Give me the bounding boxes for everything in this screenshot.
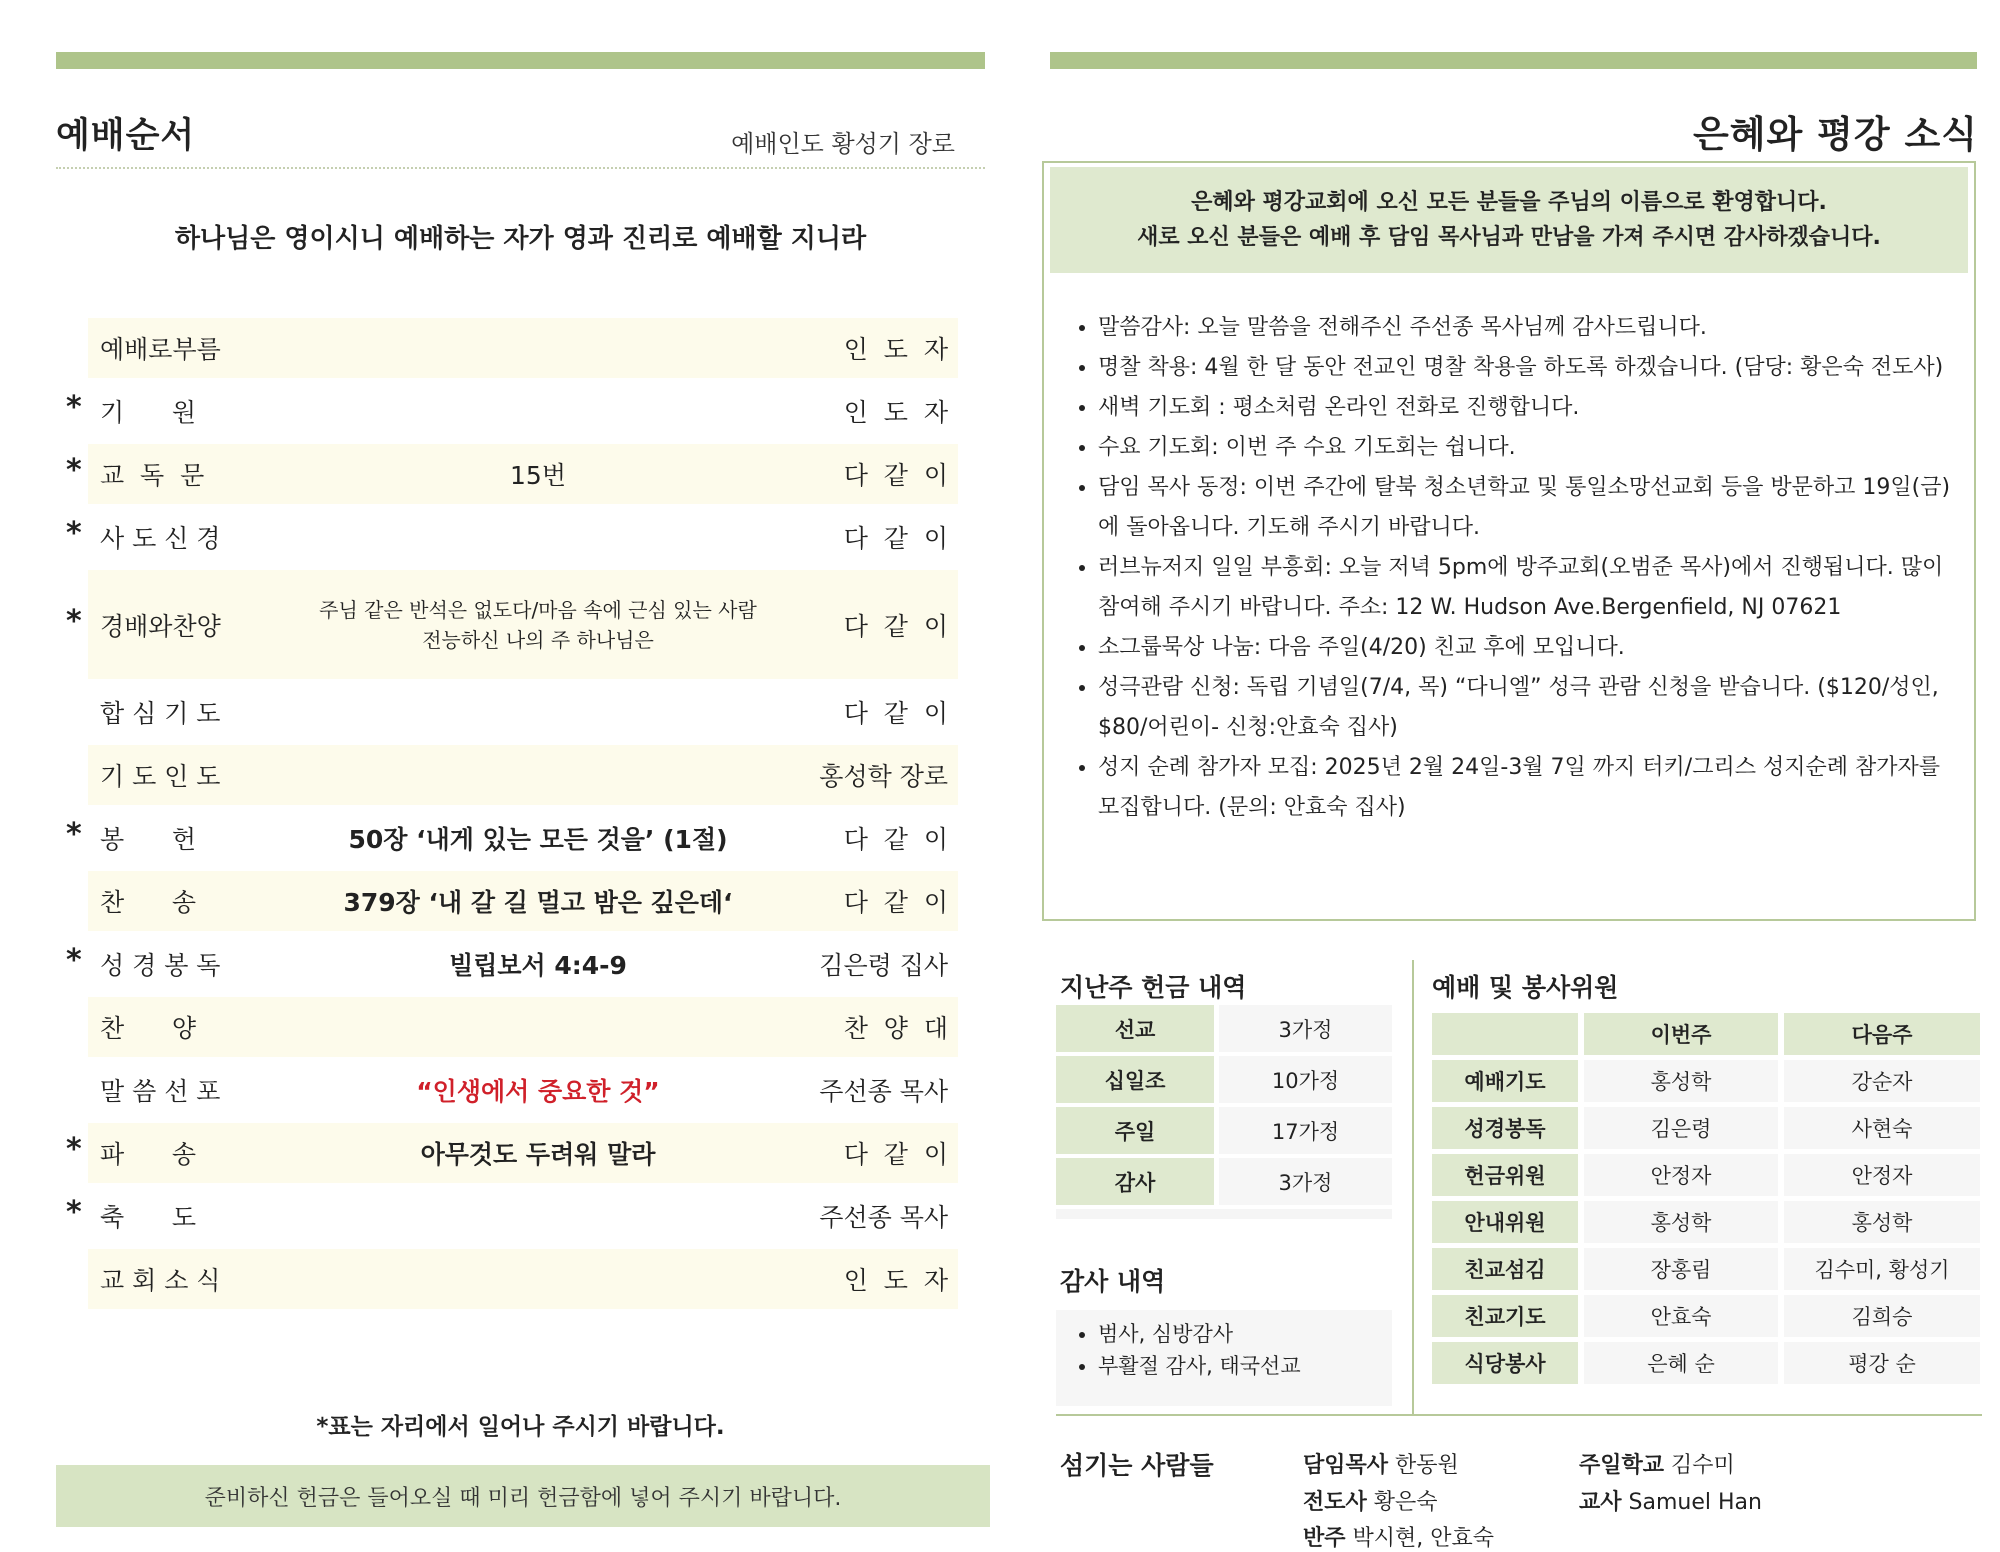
service-this-week: 홍성학 bbox=[1584, 1060, 1778, 1102]
news-item: • 새벽 기도회 : 평소처럼 온라인 전화로 진행합니다. bbox=[1098, 388, 1952, 428]
worship-row bbox=[88, 318, 958, 378]
server-role: 교사 bbox=[1579, 1490, 1622, 1515]
worship-row bbox=[88, 1249, 958, 1309]
service-this-week: 홍성학 bbox=[1584, 1201, 1778, 1243]
donation-title: 지난주 헌금 내역 bbox=[1060, 973, 1247, 1002]
order-item: 사 도 신 경 bbox=[100, 524, 221, 553]
stand-marker: * bbox=[66, 453, 82, 488]
service-this-week: 장홍림 bbox=[1584, 1248, 1778, 1290]
order-item: 기 원 bbox=[100, 398, 196, 427]
worship-row bbox=[88, 682, 958, 742]
service-role: 예배기도 bbox=[1432, 1060, 1578, 1102]
order-item: 기 도 인 도 bbox=[100, 762, 221, 791]
worship-row bbox=[66, 507, 958, 567]
stand-marker: * bbox=[66, 516, 82, 551]
service-role: 친교섬김 bbox=[1432, 1248, 1578, 1290]
donation-table-footer bbox=[1056, 1209, 1392, 1219]
server-entry bbox=[1303, 1448, 1459, 1479]
order-content: 15번 bbox=[510, 461, 566, 490]
sermon-title: “인생에서 중요한 것” bbox=[416, 1077, 660, 1106]
service-row bbox=[1432, 1248, 1980, 1290]
order-item: 예배로부름 bbox=[100, 335, 221, 364]
news-item: • 수요 기도회: 이번 주 수요 기도회는 쉽니다. bbox=[1098, 428, 1952, 468]
server-name: 박시현, 안효숙 bbox=[1352, 1526, 1495, 1551]
stand-marker: * bbox=[66, 603, 82, 639]
order-leader: 인 도 자 bbox=[843, 1266, 948, 1295]
service-row bbox=[1432, 1060, 1980, 1102]
order-item: 교 회 소 식 bbox=[100, 1266, 221, 1295]
server-entry bbox=[1579, 1485, 1762, 1516]
order-leader: 다 같 이 bbox=[843, 699, 948, 728]
order-item: 경배와찬양 bbox=[100, 611, 221, 641]
news-item: • 말씀감사: 오늘 말씀을 전해주신 주선종 목사님께 감사드립니다. bbox=[1098, 308, 1952, 348]
donation-row bbox=[1056, 1158, 1392, 1205]
thanks-box bbox=[1056, 1310, 1392, 1406]
service-next-week: 홍성학 bbox=[1784, 1201, 1980, 1243]
order-item: 합 심 기 도 bbox=[100, 699, 221, 728]
news-title: 은혜와 평강 소식 bbox=[1693, 113, 1978, 156]
service-next-week: 김수미, 황성기 bbox=[1784, 1248, 1980, 1290]
worship-row bbox=[88, 871, 958, 931]
service-next-week: 사현숙 bbox=[1784, 1107, 1980, 1149]
servers-title: 섬기는 사람들 bbox=[1060, 1451, 1214, 1480]
service-title: 예배 및 봉사위원 bbox=[1432, 973, 1619, 1002]
order-item: 파 송 bbox=[100, 1140, 196, 1169]
top-accent-bar-right bbox=[1050, 52, 1977, 69]
service-row bbox=[1432, 1342, 1980, 1384]
order-leader: 김은령 집사 bbox=[819, 951, 948, 980]
order-item: 봉 헌 bbox=[100, 825, 196, 854]
stand-marker: * bbox=[66, 817, 82, 852]
server-name: 김수미 bbox=[1671, 1453, 1735, 1478]
service-header-row bbox=[1432, 1013, 1980, 1055]
worship-row bbox=[66, 1186, 958, 1246]
order-leader: 다 같 이 bbox=[843, 461, 948, 490]
service-next-week: 안정자 bbox=[1784, 1154, 1980, 1196]
order-item: 찬 송 bbox=[100, 888, 196, 917]
order-leader: 주선종 목사 bbox=[819, 1203, 948, 1232]
order-leader: 다 같 이 bbox=[843, 524, 948, 553]
worship-order-list bbox=[66, 318, 958, 1312]
service-next-week: 평강 순 bbox=[1784, 1342, 1980, 1384]
donation-count: 3가정 bbox=[1219, 1005, 1392, 1052]
service-role: 안내위원 bbox=[1432, 1201, 1578, 1243]
news-item: • 명찰 착용: 4월 한 달 동안 전교인 명찰 착용을 하도록 하겠습니다. (담당: 황은숙 전도사) bbox=[1098, 348, 1952, 388]
service-role: 식당봉사 bbox=[1432, 1342, 1578, 1384]
news-item: • 성극관람 신청: 독립 기념일(7/4, 목) “다니엘” 성극 관람 신청을 받습니다. ($120/성인, $80/어린이- 신청:안효숙 집사) bbox=[1098, 668, 1952, 748]
service-this-week: 안정자 bbox=[1584, 1154, 1778, 1196]
donation-count: 17가정 bbox=[1219, 1107, 1392, 1154]
order-leader: 홍성학 장로 bbox=[819, 762, 948, 791]
server-role: 반주 bbox=[1303, 1526, 1346, 1551]
donation-table bbox=[1056, 1005, 1392, 1209]
top-accent-bar-left bbox=[56, 52, 985, 69]
server-name: Samuel Han bbox=[1628, 1490, 1762, 1515]
server-role: 전도사 bbox=[1303, 1490, 1367, 1515]
welcome-line-1: 은혜와 평강교회에 오신 모든 분들을 주님의 이름으로 환영합니다. bbox=[1191, 190, 1827, 215]
worship-row bbox=[66, 381, 958, 441]
server-entry bbox=[1303, 1521, 1494, 1552]
welcome-line-2: 새로 오신 분들은 예배 후 담임 목사님과 만남을 가져 주시면 감사하겠습니다. bbox=[1137, 225, 1881, 250]
worship-row bbox=[66, 808, 958, 868]
news-item: • 소그룹묵상 나눔: 다음 주일(4/20) 친교 후에 모입니다. bbox=[1098, 628, 1952, 668]
news-list bbox=[1068, 308, 1952, 828]
worship-leader: 예배인도 황성기 장로 bbox=[731, 130, 955, 158]
order-leader: 다 같 이 bbox=[843, 888, 948, 917]
news-box bbox=[1042, 161, 1976, 921]
order-content: 아무것도 두려워 말라 bbox=[420, 1140, 656, 1169]
worship-order-title: 예배순서 bbox=[56, 116, 196, 156]
order-content bbox=[268, 595, 808, 655]
worship-row bbox=[66, 444, 958, 504]
order-item: 찬 양 bbox=[100, 1014, 196, 1043]
worship-row bbox=[66, 570, 958, 679]
donation-count: 3가정 bbox=[1219, 1158, 1392, 1205]
service-row bbox=[1432, 1154, 1980, 1196]
order-item: 성 경 봉 독 bbox=[100, 951, 221, 980]
order-leader: 주선종 목사 bbox=[819, 1077, 948, 1106]
service-role: 성경봉독 bbox=[1432, 1107, 1578, 1149]
donation-type: 감사 bbox=[1056, 1158, 1214, 1205]
service-this-week: 은혜 순 bbox=[1584, 1342, 1778, 1384]
thanks-title: 감사 내역 bbox=[1060, 1267, 1166, 1296]
order-item: 교 독 문 bbox=[100, 461, 205, 490]
worship-row bbox=[66, 934, 958, 994]
stand-marker: * bbox=[66, 1195, 82, 1230]
stand-marker: * bbox=[66, 1132, 82, 1167]
server-name: 황은숙 bbox=[1373, 1490, 1438, 1515]
praise-songs-line2: 전능하신 나의 주 하나님은 bbox=[422, 627, 654, 652]
horizontal-divider bbox=[1056, 1414, 1982, 1416]
donation-row bbox=[1056, 1005, 1392, 1052]
service-next-week: 강순자 bbox=[1784, 1060, 1980, 1102]
stand-marker: * bbox=[66, 943, 82, 978]
thanks-item: • 범사, 심방감사 bbox=[1098, 1318, 1392, 1350]
worship-row bbox=[66, 1123, 958, 1183]
welcome-banner bbox=[1050, 167, 1968, 273]
service-header-role bbox=[1432, 1013, 1578, 1055]
order-leader: 찬 양 대 bbox=[843, 1014, 948, 1043]
news-item: • 러브뉴저지 일일 부흥회: 오늘 저녁 5pm에 방주교회(오범준 목사)에서 진행됩니다. 많이 참여해 주시기 바랍니다. 주소: 12 W. Hudson Ave.Bergenfield, NJ 07621 bbox=[1098, 548, 1952, 628]
server-entry bbox=[1303, 1485, 1438, 1516]
donation-type: 십일조 bbox=[1056, 1056, 1214, 1103]
stand-marker: * bbox=[66, 390, 82, 425]
donation-type: 주일 bbox=[1056, 1107, 1214, 1154]
service-header-this-week: 이번주 bbox=[1584, 1013, 1778, 1055]
news-item: • 성지 순례 참가자 모집: 2025년 2월 24일-3월 7일 까지 터키/그리스 성지순례 참가자를 모집합니다. (문의: 안효숙 집사) bbox=[1098, 748, 1952, 828]
service-role: 친교기도 bbox=[1432, 1295, 1578, 1337]
donation-row bbox=[1056, 1056, 1392, 1103]
praise-songs-line1: 주님 같은 반석은 없도다/마음 속에 근심 있는 사람 bbox=[319, 597, 757, 622]
donation-row bbox=[1056, 1107, 1392, 1154]
order-content: 379장 ‘내 갈 길 멀고 밤은 깊은데‘ bbox=[343, 888, 733, 917]
service-this-week: 안효숙 bbox=[1584, 1295, 1778, 1337]
service-row bbox=[1432, 1201, 1980, 1243]
order-leader: 다 같 이 bbox=[843, 611, 948, 641]
scripture-verse: 하나님은 영이시니 예배하는 자가 영과 진리로 예배할 지니라 bbox=[174, 224, 867, 254]
service-row bbox=[1432, 1107, 1980, 1149]
service-next-week: 김희승 bbox=[1784, 1295, 1980, 1337]
thanks-item: • 부활절 감사, 태국선교 bbox=[1098, 1350, 1392, 1382]
worship-row bbox=[88, 1060, 958, 1120]
service-row bbox=[1432, 1295, 1980, 1337]
worship-row bbox=[88, 997, 958, 1057]
order-item: 축 도 bbox=[100, 1203, 196, 1232]
thanks-list bbox=[1056, 1310, 1392, 1382]
order-leader: 다 같 이 bbox=[843, 1140, 948, 1169]
order-content: 50장 ‘내게 있는 모든 것을’ (1절) bbox=[348, 825, 728, 854]
server-role: 담임목사 bbox=[1303, 1453, 1389, 1478]
offering-note: 준비하신 헌금은 들어오실 때 미리 헌금함에 넣어 주시기 바랍니다. bbox=[56, 1465, 990, 1527]
stand-note: *표는 자리에서 일어나 주시기 바랍니다. bbox=[316, 1414, 725, 1440]
order-leader: 인 도 자 bbox=[843, 398, 948, 427]
news-item: • 담임 목사 동정: 이번 주간에 탈북 청소년학교 및 통일소망선교회 등을 방문하고 19일(금)에 돌아옵니다. 기도해 주시기 바랍니다. bbox=[1098, 468, 1952, 548]
donation-type: 선교 bbox=[1056, 1005, 1214, 1052]
server-entry bbox=[1579, 1448, 1735, 1479]
server-role: 주일학교 bbox=[1579, 1453, 1665, 1478]
server-name: 한동원 bbox=[1395, 1453, 1459, 1478]
service-this-week: 김은령 bbox=[1584, 1107, 1778, 1149]
service-role: 헌금위원 bbox=[1432, 1154, 1578, 1196]
service-header-next-week: 다음주 bbox=[1784, 1013, 1980, 1055]
order-content: 빌립보서 4:4-9 bbox=[449, 951, 627, 980]
dotted-divider bbox=[56, 167, 985, 169]
donation-count: 10가정 bbox=[1219, 1056, 1392, 1103]
vertical-divider bbox=[1412, 960, 1414, 1415]
worship-row bbox=[88, 745, 958, 805]
order-leader: 인 도 자 bbox=[843, 335, 948, 364]
service-table bbox=[1432, 1013, 1980, 1389]
order-item: 말 씀 선 포 bbox=[100, 1077, 221, 1106]
order-leader: 다 같 이 bbox=[843, 825, 948, 854]
